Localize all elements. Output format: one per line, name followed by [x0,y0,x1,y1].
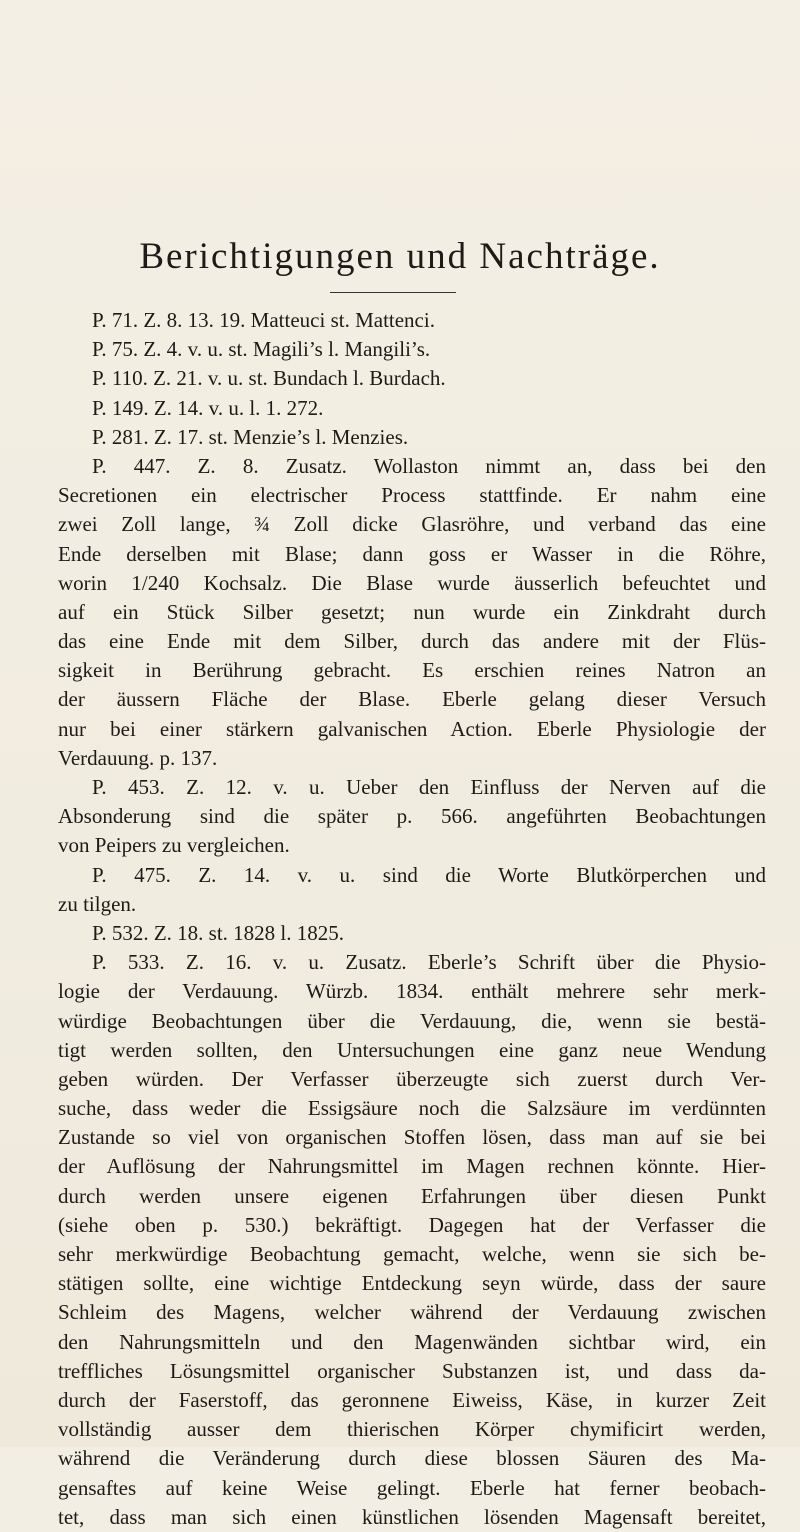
text-line: P. 533. Z. 16. v. u. Zusatz. Eberle’s Schrift über die Physio- [92,950,766,975]
text-line: Ende derselben mit Blase; dann goss er Wasser in die Röhre, [58,541,766,566]
text-line: P. 75. Z. 4. v. u. st. Magili’s l. Mangili’s. [92,337,431,362]
text-line: den Nahrungsmitteln und den Magenwänden sichtbar wird, ein [58,1329,766,1354]
text-line: P. 453. Z. 12. v. u. Ueber den Einfluss der Nerven auf die [92,775,766,799]
text-line: Schleim des Magens, welcher während der Verdauung zwischen [58,1300,766,1325]
text-line: P. 149. Z. 14. v. u. l. 1. 272. [92,395,324,420]
text-line: durch der Faserstoff, das geronnene Eiweiss, Käse, in kurzer Zeit [58,1387,766,1412]
text-line: gensaftes auf keine Weise gelingt. Eberle hat ferner beobach- [58,1475,766,1500]
errata-text [58,306,766,1532]
text-line: Absonderung sind die später p. 566. angeführten Beobachtungen [58,804,766,829]
text-line: tigt werden sollten, den Untersuchungen eine ganz neue Wendung [58,1037,766,1062]
text-line: nur bei einer stärkern galvanischen Action. Eberle Physiologie der [58,716,766,741]
text-line: Secretionen ein electrischer Process stattfinde. Er nahm eine [58,483,766,508]
text-line: auf ein Stück Silber gesetzt; nun wurde ein Zinkdraht durch [58,599,766,624]
text-line: P. 447. Z. 8. Zusatz. Wollaston nimmt an, dass bei den [92,453,766,478]
text-line: zwei Zoll lange, ¾ Zoll dicke Glasröhre, und verband das eine [58,512,766,537]
text-line: suche, dass weder die Essigsäure noch die Salzsäure im verdünnten [58,1096,766,1121]
page-title: Berichtigungen und Nachträge. [139,236,661,277]
text-line: logie der Verdauung. Würzb. 1834. enthält mehrere sehr merk- [58,979,766,1004]
text-line: während die Veränderung durch diese blossen Säuren des Ma- [58,1446,766,1471]
text-line: P. 71. Z. 8. 13. 19. Matteuci st. Mattenci. [92,308,435,332]
text-line: Verdauung. p. 137. [58,745,218,770]
text-line: der äussern Fläche der Blase. Eberle gelang dieser Versuch [58,687,766,712]
text-line: zu tilgen. [58,891,137,916]
text-line: geben würden. Der Verfasser überzeugte sich zuerst durch Ver- [58,1066,766,1091]
text-line: durch werden unsere eigenen Erfahrungen über diesen Punkt [58,1183,766,1208]
text-line: sigkeit in Berührung gebracht. Es erschien reines Natron an [58,658,766,683]
text-line: das eine Ende mit dem Silber, durch das andere mit der Flüs- [58,629,766,654]
text-line: sehr merkwürdige Beobachtung gemacht, welche, wenn sie sich be- [58,1242,766,1266]
text-line: Zustande so viel von organischen Stoffen lösen, dass man auf sie bei [58,1125,766,1150]
text-line: würdige Beobachtungen über die Verdauung, die, wenn sie bestä- [58,1008,766,1033]
text-line: (siehe oben p. 530.) bekräftigt. Dagegen hat der Verfasser die [58,1212,766,1237]
text-line: P. 532. Z. 18. st. 1828 l. 1825. [92,920,345,945]
text-line: P. 475. Z. 14. v. u. sind die Worte Blutkörperchen und [92,862,766,887]
text-line: vollständig ausser dem thierischen Körper chymificirt werden, [58,1417,766,1442]
text-line: von Peipers zu vergleichen. [58,833,290,858]
text-line: stätigen sollte, eine wichtige Entdeckung seyn würde, dass der saure [58,1271,766,1296]
text-line: worin 1/240 Kochsalz. Die Blase wurde äusserlich befeuchtet und [58,570,766,595]
text-line: P. 281. Z. 17. st. Menzie’s l. Menzies. [92,424,409,449]
title-rule [330,292,456,293]
text-line: treffliches Lösungsmittel organischer Substanzen ist, und dass da- [58,1358,766,1383]
text-line: P. 110. Z. 21. v. u. st. Bundach l. Burdach. [92,366,446,391]
text-line: der Auflösung der Nahrungsmittel im Magen rechnen könnte. Hier- [58,1154,766,1179]
text-line: tet, dass man sich einen künstlichen lösenden Magensaft bereitet, [58,1504,766,1529]
